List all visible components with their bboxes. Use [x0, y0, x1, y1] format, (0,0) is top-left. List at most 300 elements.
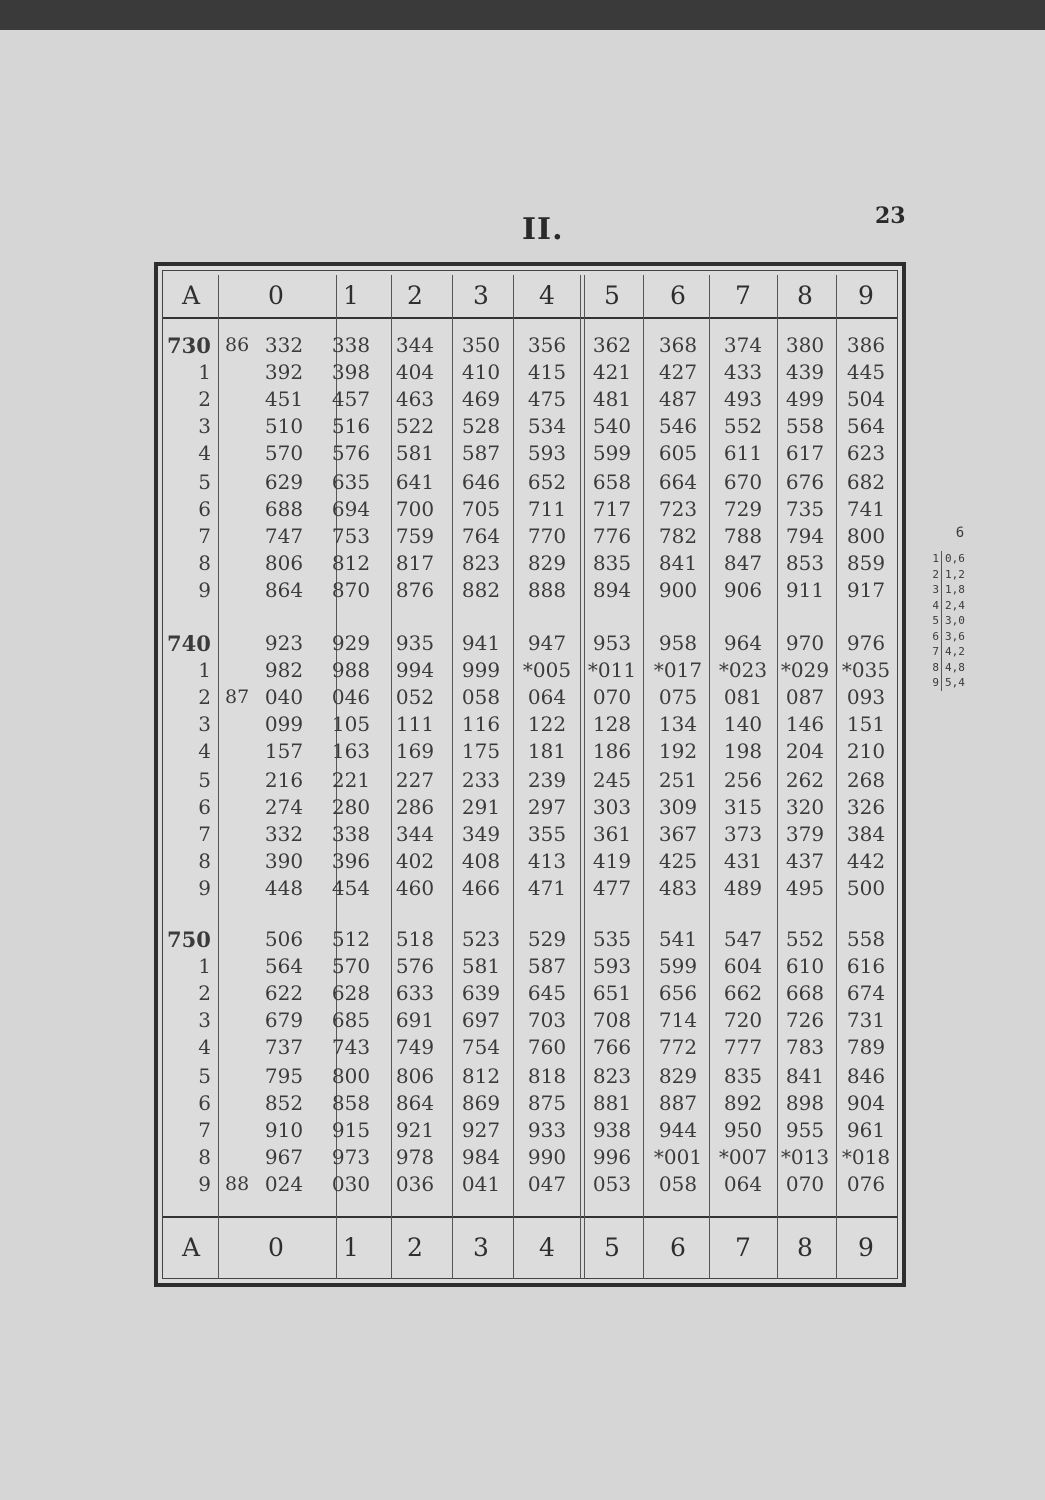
table-cell: 759	[395, 524, 435, 548]
table-cell: 915	[331, 1118, 371, 1142]
table-cell: 875	[527, 1091, 567, 1115]
table-cell: 280	[331, 795, 371, 819]
table-cell: 396	[331, 849, 371, 873]
table-cell: 599	[658, 954, 698, 978]
table-cell: 741	[846, 497, 886, 521]
column-header: 5	[604, 281, 620, 310]
table-cell: 988	[331, 658, 371, 682]
table-cell: 858	[331, 1091, 371, 1115]
column-header: 4	[539, 281, 555, 310]
table-cell: 570	[264, 441, 304, 465]
table-cell: 688	[264, 497, 304, 521]
row-label: 8	[198, 551, 211, 575]
table-cell: 216	[264, 768, 304, 792]
table-cell: 731	[846, 1008, 886, 1032]
table-cell: 454	[331, 876, 371, 900]
row-label: 1	[198, 954, 211, 978]
mantissa-prefix: 87	[225, 686, 250, 708]
table-cell: 499	[785, 387, 825, 411]
table-cell: 368	[658, 333, 698, 357]
table-cell: 581	[395, 441, 435, 465]
column-header: 7	[735, 281, 751, 310]
table-cell: *011	[587, 658, 637, 682]
table-cell: 332	[264, 333, 304, 357]
table-cell: 128	[592, 712, 632, 736]
table-cell: 617	[785, 441, 825, 465]
row-label: 4	[198, 1035, 211, 1059]
table-cell: 900	[658, 578, 698, 602]
table-cell: 344	[395, 822, 435, 846]
table-cell: 326	[846, 795, 886, 819]
table-cell: 587	[527, 954, 567, 978]
table-cell: 656	[658, 981, 698, 1005]
proportional-parts-row	[930, 644, 990, 660]
proportional-parts-value: 0,6	[945, 552, 965, 565]
table-cell: 286	[395, 795, 435, 819]
table-cell: 955	[785, 1118, 825, 1142]
table-cell: 350	[461, 333, 501, 357]
table-cell: 036	[395, 1172, 435, 1196]
table-cell: 870	[331, 578, 371, 602]
footer-column-header: 7	[735, 1233, 751, 1262]
table-cell: 629	[264, 470, 304, 494]
row-label: 3	[198, 1008, 211, 1032]
table-cell: 726	[785, 1008, 825, 1032]
table-cell: 512	[331, 927, 371, 951]
table-cell: *018	[841, 1145, 891, 1169]
row-label: 5	[198, 1064, 211, 1088]
row-label: 5	[198, 768, 211, 792]
table-cell: 274	[264, 795, 304, 819]
table-cell: 540	[592, 414, 632, 438]
table-cell: 471	[527, 876, 567, 900]
log-table-inner	[162, 270, 898, 1279]
table-cell: 451	[264, 387, 304, 411]
table-cell: 338	[331, 822, 371, 846]
table-cell: 795	[264, 1064, 304, 1088]
table-cell: 481	[592, 387, 632, 411]
table-cell: 847	[723, 551, 763, 575]
table-cell: 823	[592, 1064, 632, 1088]
footer-column-header: 4	[539, 1233, 555, 1262]
table-cell: 658	[592, 470, 632, 494]
table-cell: 794	[785, 524, 825, 548]
table-cell: 522	[395, 414, 435, 438]
table-cell: 047	[527, 1172, 567, 1196]
table-cell: 186	[592, 739, 632, 763]
table-cell: 892	[723, 1091, 763, 1115]
table-cell: 685	[331, 1008, 371, 1032]
table-cell: 576	[395, 954, 435, 978]
table-cell: 639	[461, 981, 501, 1005]
table-cell: 320	[785, 795, 825, 819]
proportional-parts-digit: 5	[930, 613, 942, 629]
table-cell: 708	[592, 1008, 632, 1032]
table-cell: 818	[527, 1064, 567, 1088]
table-cell: 729	[723, 497, 763, 521]
table-cell: 433	[723, 360, 763, 384]
row-label: 3	[198, 712, 211, 736]
row-label: 9	[198, 1172, 211, 1196]
table-cell: 888	[527, 578, 567, 602]
proportional-parts-row	[930, 613, 990, 629]
column-header: 1	[343, 281, 359, 310]
table-cell: 697	[461, 1008, 501, 1032]
footer-column-header: 9	[858, 1233, 874, 1262]
table-cell: 256	[723, 768, 763, 792]
proportional-parts-value: 5,4	[945, 676, 965, 689]
table-cell: 923	[264, 631, 304, 655]
proportional-parts-value: 1,2	[945, 567, 965, 581]
table-cell: 245	[592, 768, 632, 792]
proportional-parts-row	[930, 629, 990, 645]
table-cell: 349	[461, 822, 501, 846]
table-cell: *023	[718, 658, 768, 682]
table-cell: 783	[785, 1035, 825, 1059]
table-cell: 415	[527, 360, 567, 384]
table-cell: 075	[658, 685, 698, 709]
table-cell: 898	[785, 1091, 825, 1115]
table-cell: 668	[785, 981, 825, 1005]
proportional-parts-value: 2,4	[945, 598, 965, 612]
table-cell: *005	[522, 658, 572, 682]
footer-column-header: 8	[797, 1233, 813, 1262]
table-cell: 576	[331, 441, 371, 465]
table-cell: 070	[785, 1172, 825, 1196]
table-cell: 367	[658, 822, 698, 846]
table-cell: 460	[395, 876, 435, 900]
table-cell: 714	[658, 1008, 698, 1032]
table-cell: 332	[264, 822, 304, 846]
row-label-major: 740	[167, 631, 211, 656]
table-cell: 552	[785, 927, 825, 951]
table-cell: 053	[592, 1172, 632, 1196]
table-cell: 547	[723, 927, 763, 951]
row-label: 7	[198, 1118, 211, 1142]
table-cell: 711	[527, 497, 567, 521]
table-cell: 835	[723, 1064, 763, 1088]
table-cell: 611	[723, 441, 763, 465]
table-cell: 338	[331, 333, 371, 357]
table-cell: 546	[658, 414, 698, 438]
table-cell: 958	[658, 631, 698, 655]
column-header: 8	[797, 281, 813, 310]
table-cell: 910	[264, 1118, 304, 1142]
table-cell: 233	[461, 768, 501, 792]
row-label: 6	[198, 497, 211, 521]
table-cell: 297	[527, 795, 567, 819]
table-cell: 772	[658, 1035, 698, 1059]
table-cell: 262	[785, 768, 825, 792]
footer-column-header: 1	[343, 1233, 359, 1262]
table-cell: 766	[592, 1035, 632, 1059]
table-cell: 760	[527, 1035, 567, 1059]
table-cell: 425	[658, 849, 698, 873]
table-cell: 635	[331, 470, 371, 494]
table-cell: 529	[527, 927, 567, 951]
table-cell: 770	[527, 524, 567, 548]
table-cell: 782	[658, 524, 698, 548]
footer-rule	[163, 1216, 897, 1218]
column-header: 6	[670, 281, 686, 310]
table-cell: 788	[723, 524, 763, 548]
proportional-parts-digit: 7	[930, 644, 942, 660]
table-cell: 163	[331, 739, 371, 763]
table-cell: 268	[846, 768, 886, 792]
row-label: 6	[198, 795, 211, 819]
table-cell: 953	[592, 631, 632, 655]
table-cell: 921	[395, 1118, 435, 1142]
table-cell: 356	[527, 333, 567, 357]
table-cell: 705	[461, 497, 501, 521]
table-cell: 852	[264, 1091, 304, 1115]
table-cell: *029	[780, 658, 830, 682]
proportional-parts-digit: 1	[930, 551, 942, 567]
table-cell: 392	[264, 360, 304, 384]
table-cell: 404	[395, 360, 435, 384]
table-cell: 929	[331, 631, 371, 655]
table-cell: 439	[785, 360, 825, 384]
table-cell: 700	[395, 497, 435, 521]
footer-column-header: A	[181, 1233, 201, 1262]
row-label: 1	[198, 658, 211, 682]
table-cell: 938	[592, 1118, 632, 1142]
proportional-parts-row	[930, 567, 990, 583]
proportional-parts-digit: 9	[930, 675, 942, 691]
table-cell: 500	[846, 876, 886, 900]
table-cell: 628	[331, 981, 371, 1005]
log-table	[154, 262, 906, 1287]
table-cell: 146	[785, 712, 825, 736]
mantissa-prefix: 86	[225, 334, 250, 356]
table-cell: 398	[331, 360, 371, 384]
table-cell: 674	[846, 981, 886, 1005]
page-number: 23	[875, 203, 906, 229]
proportional-parts-value: 4,8	[945, 660, 965, 674]
top-dark-band	[0, 0, 1045, 30]
table-cell: 477	[592, 876, 632, 900]
table-cell: 679	[264, 1008, 304, 1032]
table-cell: 552	[723, 414, 763, 438]
table-cell: 961	[846, 1118, 886, 1142]
table-cell: 978	[395, 1145, 435, 1169]
table-cell: 645	[527, 981, 567, 1005]
table-cell: 749	[395, 1035, 435, 1059]
table-cell: 410	[461, 360, 501, 384]
proportional-parts-value: 3,0	[945, 614, 965, 627]
table-cell: 204	[785, 739, 825, 763]
table-cell: 894	[592, 578, 632, 602]
table-cell: 421	[592, 360, 632, 384]
table-cell: 944	[658, 1118, 698, 1142]
row-label: 1	[198, 360, 211, 384]
table-cell: 175	[461, 739, 501, 763]
table-cell: 506	[264, 927, 304, 951]
table-cell: 157	[264, 739, 304, 763]
table-cell: 134	[658, 712, 698, 736]
table-cell: 504	[846, 387, 886, 411]
row-label: 4	[198, 739, 211, 763]
table-cell: 800	[331, 1064, 371, 1088]
table-cell: 996	[592, 1145, 632, 1169]
table-cell: 935	[395, 631, 435, 655]
table-cell: 361	[592, 822, 632, 846]
table-cell: 510	[264, 414, 304, 438]
table-cell: 122	[527, 712, 567, 736]
table-cell: 737	[264, 1035, 304, 1059]
table-cell: 764	[461, 524, 501, 548]
table-cell: 864	[395, 1091, 435, 1115]
table-cell: 516	[331, 414, 371, 438]
table-cell: 040	[264, 685, 304, 709]
table-cell: 431	[723, 849, 763, 873]
proportional-parts-row	[930, 551, 990, 567]
table-cell: 829	[527, 551, 567, 575]
table-cell: 251	[658, 768, 698, 792]
table-cell: 116	[461, 712, 501, 736]
table-cell: 058	[461, 685, 501, 709]
row-label-major: 730	[167, 333, 211, 358]
table-cell: 564	[846, 414, 886, 438]
proportional-parts-digit: 4	[930, 598, 942, 614]
table-cell: 046	[331, 685, 371, 709]
table-cell: 933	[527, 1118, 567, 1142]
table-cell: 534	[527, 414, 567, 438]
proportional-parts-title: 6	[955, 525, 965, 541]
proportional-parts-row	[930, 660, 990, 676]
table-cell: 747	[264, 524, 304, 548]
table-cell: 982	[264, 658, 304, 682]
page-title: II.	[522, 212, 564, 247]
table-cell: 967	[264, 1145, 304, 1169]
table-cell: 703	[527, 1008, 567, 1032]
table-cell: 442	[846, 849, 886, 873]
table-cell: 024	[264, 1172, 304, 1196]
footer-column-header: 0	[268, 1233, 284, 1262]
table-cell: 081	[723, 685, 763, 709]
table-cell: 344	[395, 333, 435, 357]
table-cell: 457	[331, 387, 371, 411]
table-cell: 994	[395, 658, 435, 682]
table-cell: 882	[461, 578, 501, 602]
table-cell: 812	[461, 1064, 501, 1088]
row-label: 9	[198, 876, 211, 900]
table-cell: 052	[395, 685, 435, 709]
table-cell: 973	[331, 1145, 371, 1169]
footer-column-header: 6	[670, 1233, 686, 1262]
table-cell: 976	[846, 631, 886, 655]
table-cell: 487	[658, 387, 698, 411]
table-cell: 723	[658, 497, 698, 521]
table-cell: 743	[331, 1035, 371, 1059]
table-cell: 140	[723, 712, 763, 736]
table-cell: 876	[395, 578, 435, 602]
table-cell: 210	[846, 739, 886, 763]
table-cell: 610	[785, 954, 825, 978]
proportional-parts-row	[930, 598, 990, 614]
table-cell: 817	[395, 551, 435, 575]
table-cell: 380	[785, 333, 825, 357]
table-cell: 528	[461, 414, 501, 438]
table-cell: 651	[592, 981, 632, 1005]
table-cell: 652	[527, 470, 567, 494]
table-cell: 239	[527, 768, 567, 792]
table-cell: 076	[846, 1172, 886, 1196]
table-cell: *017	[653, 658, 703, 682]
table-cell: *035	[841, 658, 891, 682]
table-cell: 864	[264, 578, 304, 602]
row-label: 2	[198, 387, 211, 411]
table-cell: 151	[846, 712, 886, 736]
table-cell: 379	[785, 822, 825, 846]
table-cell: 812	[331, 551, 371, 575]
table-cell: 373	[723, 822, 763, 846]
row-label: 2	[198, 685, 211, 709]
table-cell: 670	[723, 470, 763, 494]
table-cell: 633	[395, 981, 435, 1005]
table-cell: 906	[723, 578, 763, 602]
table-cell: 169	[395, 739, 435, 763]
table-cell: 881	[592, 1091, 632, 1115]
mantissa-prefix: 88	[225, 1173, 250, 1195]
row-label: 5	[198, 470, 211, 494]
column-header: 2	[407, 281, 423, 310]
table-cell: 800	[846, 524, 886, 548]
table-cell: 558	[785, 414, 825, 438]
proportional-parts-digit: 8	[930, 660, 942, 676]
table-cell: 064	[723, 1172, 763, 1196]
column-header: 3	[473, 281, 489, 310]
table-cell: 483	[658, 876, 698, 900]
table-cell: 676	[785, 470, 825, 494]
table-cell: 806	[395, 1064, 435, 1088]
table-cell: 493	[723, 387, 763, 411]
proportional-parts-digit: 2	[930, 567, 942, 583]
table-cell: 717	[592, 497, 632, 521]
table-cell: 859	[846, 551, 886, 575]
table-cell: 887	[658, 1091, 698, 1115]
table-cell: 221	[331, 768, 371, 792]
table-cell: 593	[527, 441, 567, 465]
table-cell: 616	[846, 954, 886, 978]
column-divider	[218, 275, 219, 1279]
table-cell: 105	[331, 712, 371, 736]
table-cell: 309	[658, 795, 698, 819]
row-label: 3	[198, 414, 211, 438]
row-label: 7	[198, 524, 211, 548]
column-header: A	[181, 281, 201, 310]
column-header: 9	[858, 281, 874, 310]
proportional-parts-value: 3,6	[945, 629, 965, 643]
table-cell: 950	[723, 1118, 763, 1142]
table-cell: 181	[527, 739, 567, 763]
row-label: 2	[198, 981, 211, 1005]
table-cell: 869	[461, 1091, 501, 1115]
column-divider	[513, 275, 514, 1279]
table-cell: 829	[658, 1064, 698, 1088]
proportional-parts-row	[930, 582, 990, 598]
table-cell: 964	[723, 631, 763, 655]
table-cell: 419	[592, 849, 632, 873]
table-cell: 587	[461, 441, 501, 465]
table-cell: 927	[461, 1118, 501, 1142]
table-cell: 445	[846, 360, 886, 384]
table-cell: 523	[461, 927, 501, 951]
table-cell: 646	[461, 470, 501, 494]
table-cell: 664	[658, 470, 698, 494]
table-cell: 593	[592, 954, 632, 978]
table-cell: 605	[658, 441, 698, 465]
